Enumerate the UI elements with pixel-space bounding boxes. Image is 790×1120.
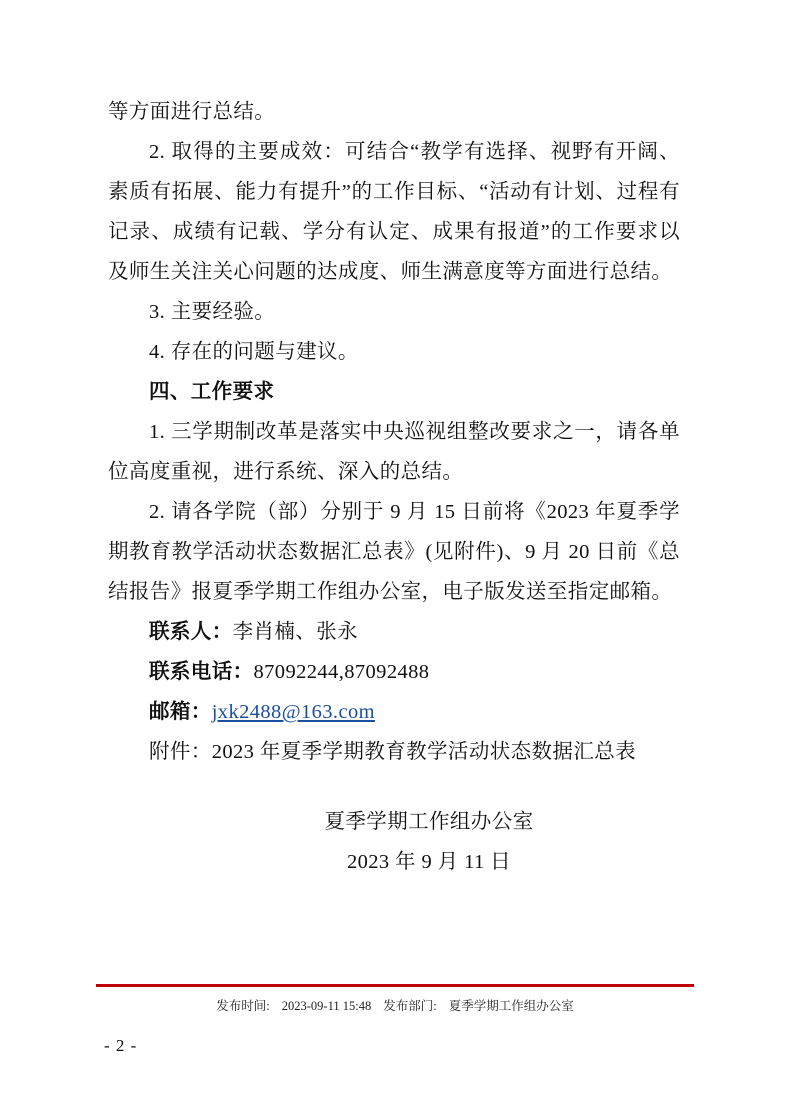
footer-metadata: [0, 996, 790, 1014]
contact-phone-line: [108, 652, 680, 692]
publish-dept-label: 发布部门:: [383, 999, 437, 1013]
contact-person-line: [108, 612, 680, 652]
contact-phone-value: 87092244,87092488: [253, 661, 430, 683]
document-body: [108, 92, 680, 882]
attachment-line: [108, 732, 680, 772]
publish-time-value: 2023-09-11 15:48: [281, 999, 372, 1013]
publish-dept-value: 夏季学期工作组办公室: [448, 999, 574, 1013]
contact-email-line: [108, 692, 680, 732]
paragraph-item-3: 3. 主要经验。: [149, 301, 276, 323]
contact-email-label: 邮箱：: [149, 701, 212, 723]
paragraph-item-2: 2. 取得的主要成效：可结合“教学有选择、视野有开阔、素质有拓展、能力有提升”的工作目标、“活动有计划、过程有记录、成绩有记载、学分有认定、成果有报道”的工作要求以及师生关注关心问题的达成度、师生满意度等方面进行总结。: [108, 141, 680, 283]
contact-phone-label: 联系电话：: [149, 661, 254, 683]
paragraph-continuation: 等方面进行总结。: [108, 101, 276, 123]
signature-organization: 夏季学期工作组办公室: [324, 811, 534, 833]
footer-divider: [96, 984, 694, 987]
contact-block: [108, 612, 680, 772]
contact-person-value: 李肖楠、张永: [232, 621, 359, 643]
attachment-label: 附件：: [149, 741, 212, 763]
signature-block: [108, 802, 680, 882]
paragraph-requirement-1: 1. 三学期制改革是落实中央巡视组整改要求之一，请各单位高度重视，进行系统、深入的总结。: [108, 421, 680, 483]
contact-person-label: 联系人：: [149, 621, 233, 643]
contact-email-link[interactable]: jxk2488@163.com: [211, 701, 375, 723]
attachment-value: 2023 年夏季学期教育教学活动状态数据汇总表: [211, 741, 637, 763]
section-heading-work-requirements: 四、工作要求: [149, 381, 275, 403]
publish-time-label: 发布时间:: [216, 999, 270, 1013]
paragraph-requirement-2: 2. 请各学院（部）分别于 9 月 15 日前将《2023 年夏季学期教育教学活动状态数据汇总表》(见附件)、9 月 20 日前《总结报告》报夏季学期工作组办公室，电子版发送至指定邮箱。: [108, 501, 680, 603]
paragraph-item-4: 4. 存在的问题与建议。: [149, 341, 359, 363]
signature-date: 2023 年 9 月 11 日: [346, 851, 512, 873]
page-number: - 2 -: [104, 1036, 138, 1055]
